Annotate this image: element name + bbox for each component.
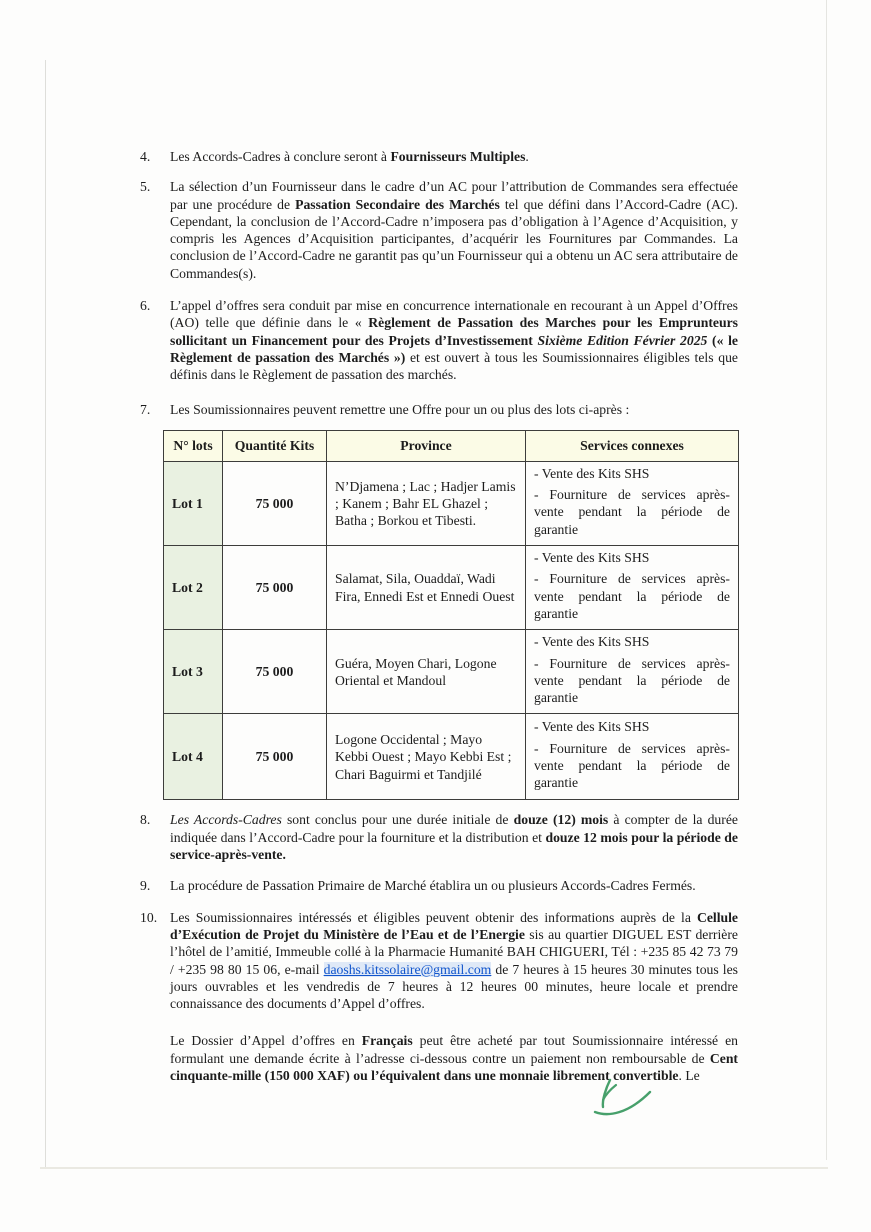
scan-edge-right (826, 0, 827, 1160)
list-item-8 (140, 811, 738, 863)
services-cell (526, 461, 739, 545)
item-text: Les Soumissionnaires intéressés et éligibles peuvent obtenir des informations auprès de la Cellule d’Exécution de Projet du Ministère de l’Eau et de l’Energie sis au quartier DIGUEL EST derrière l’hôtel de l’amitié, Immeuble collé à la Pharmacie Humanité BAH CHIGUERI, Tél : +235 85 42 73 79 / +235 98 80 15 06, e-mail daoshs.kitssolaire@gmail.com de 7 heures à 15 heures 30 minutes tous les jours ouvrables et les vendredis de 7 heures à 12 heures 00 minutes, heure locale et prendre connaissance des documents d’Appel d’offres. (170, 909, 738, 1012)
scan-edge-left (45, 60, 46, 1168)
lot-cell: Lot 3 (164, 630, 223, 714)
lot-cell: Lot 4 (164, 714, 223, 800)
item-text: La procédure de Passation Primaire de Marché établira un ou plusieurs Accords-Cadres Fermés. (170, 878, 696, 894)
province-cell: Salamat, Sila, Ouaddaï, Wadi Fira, Ennedi Est et Ennedi Ouest (327, 546, 526, 630)
document-body (140, 148, 738, 1084)
province-cell: Logone Occidental ; Mayo Kebbi Ouest ; Mayo Kebbi Est ; Chari Baguirmi et Tandjilé (327, 714, 526, 800)
service-line: - Fourniture de services après-vente pendant la période de garantie (534, 571, 730, 621)
province-cell: N’Djamena ; Lac ; Hadjer Lamis ; Kanem ; Bahr EL Ghazel ; Batha ; Borkou et Tibesti. (327, 461, 526, 545)
services-cell (526, 630, 739, 714)
table-row-lot-4 (164, 714, 739, 800)
item-text: Les Accords-Cadres sont conclus pour une durée initiale de douze (12) mois à compter de la durée indiquée dans l’Accord-Cadre pour la fourniture et la distribution et douze 12 mois pour la période de service-après-vente. (170, 812, 738, 863)
service-line: - Fourniture de services après-vente pendant la période de garantie (534, 655, 730, 706)
quantity-cell: 75 000 (223, 461, 327, 545)
table-row-lot-1 (164, 461, 739, 545)
list-item-6 (140, 297, 738, 383)
quantity-cell: 75 000 (223, 546, 327, 630)
item-text: L’appel d’offres sera conduit par mise en concurrence internationale en recourant à un Appel d’Offres (AO) telle que définie dans le « Règlement de Passation des Marches pour les Emprunteurs sollicitant un Financement pour des Projets d’Investissement Sixième Edition Février 2025 (« le Règlement de passation des Marchés ») et est ouvert à tous les Soumissionnaires éligibles tels que définis dans le Règlement de passation des marchés. (170, 298, 739, 383)
list-item-9 (140, 877, 738, 894)
item-text: Les Accords-Cadres à conclure seront à Fournisseurs Multiples. (170, 149, 529, 164)
item-number: 5. (140, 179, 151, 195)
item-text: La sélection d’un Fournisseur dans le cadre d’un AC pour l’attribution de Commandes sera effectuée par une procédure de Passation Secondaire des Marchés tel que défini dans l’Accord-Cadre (AC). Cependant, la conclusion de l’Accord-Cadre n’imposera pas d’obligation à l’Agence d’Acquisition, y compris les Agences d’Acquisition participantes, d’acquérir les Fournitures par Commandes. La conclusion de l’Accord-Cadre ne garantit pas qu’un Fournisseur qui a obtenu un AC sera attributaire de Commandes(s). (170, 179, 738, 281)
header-cell-province: Province (327, 430, 526, 461)
table-header-row (164, 430, 739, 461)
list-item-10 (140, 909, 738, 1013)
service-line: - Fourniture de services après-vente pendant la période de garantie (534, 487, 730, 537)
list-item-5 (140, 178, 738, 282)
item-number: 10. (140, 909, 158, 925)
service-line: - Vente des Kits SHS (534, 550, 650, 566)
item-number: 4. (140, 149, 151, 164)
item-number: 7. (140, 401, 151, 417)
header-cell-services: Services connexes (526, 430, 739, 461)
item-number: 9. (140, 878, 151, 894)
list-item-7 (140, 401, 738, 418)
services-cell (526, 714, 739, 800)
header-cell-lots: N° lots (164, 430, 223, 461)
table-row-lot-3 (164, 630, 739, 714)
table-row-lot-2 (164, 546, 739, 630)
scan-edge-bottom (40, 1167, 828, 1169)
list-item-4 (140, 148, 738, 165)
province-cell: Guéra, Moyen Chari, Logone Oriental et Mandoul (327, 630, 526, 714)
quantity-cell: 75 000 (223, 630, 327, 714)
green-ink-mark (586, 1076, 664, 1124)
quantity-cell: 75 000 (223, 714, 327, 800)
service-line: - Vente des Kits SHS (534, 634, 650, 650)
services-cell (526, 546, 739, 630)
item-number: 8. (140, 812, 151, 828)
item-number: 6. (140, 298, 151, 314)
service-line: - Vente des Kits SHS (534, 719, 650, 735)
lot-cell: Lot 2 (164, 546, 223, 630)
service-line: - Fourniture de services après-vente pendant la période de garantie (534, 740, 730, 791)
item-text: Les Soumissionnaires peuvent remettre une Offre pour un ou plus des lots ci-après : (170, 401, 630, 417)
service-line: - Vente des Kits SHS (534, 465, 650, 481)
lots-table (163, 430, 739, 801)
closing-paragraph: Le Dossier d’Appel d’offres en Français peut être acheté par tout Soumissionnaire intéressé en formulant une demande écrite à l’adresse ci-dessous contre un paiement non remboursable de Cent cinquante-mille (150 000 XAF) ou l’équivalent dans une monnaie librement convertible. Le (170, 1033, 738, 1083)
header-cell-quantity: Quantité Kits (223, 430, 327, 461)
lot-cell: Lot 1 (164, 461, 223, 545)
email-link[interactable]: daoshs.kitssolaire@gmail.com (323, 961, 492, 977)
